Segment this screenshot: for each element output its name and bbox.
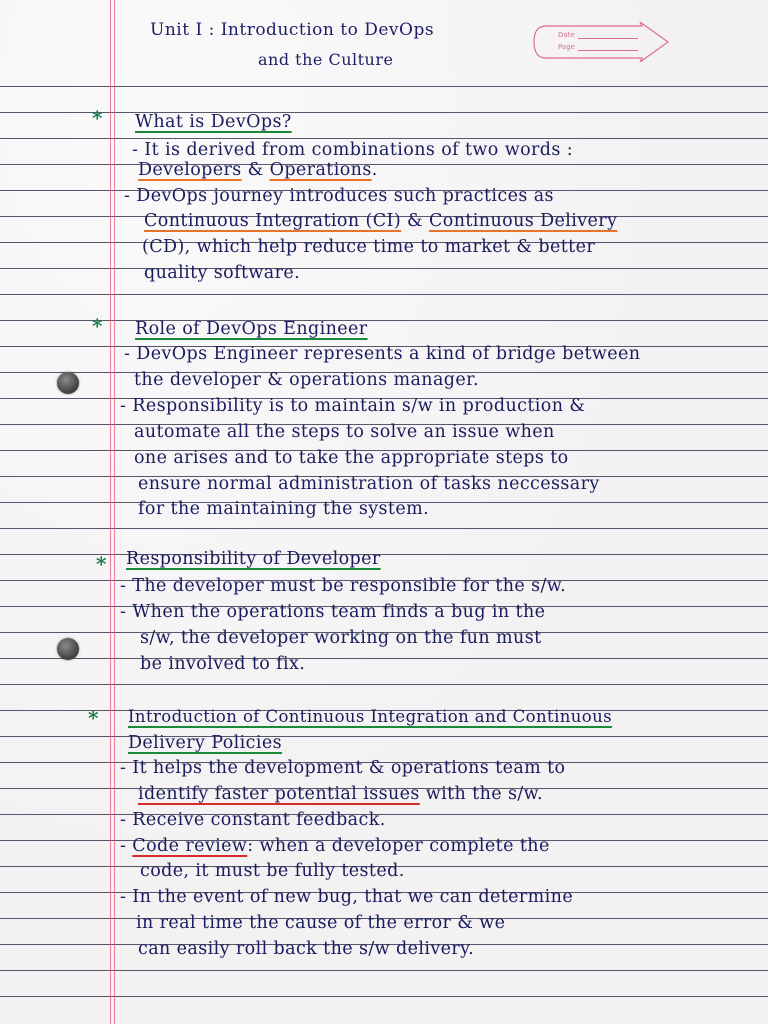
section-title-responsibility-of-developer: Responsibility of Developer bbox=[126, 549, 381, 569]
text-line: - The developer must be responsible for the s/w. bbox=[120, 576, 567, 596]
date-box-outline-icon bbox=[532, 22, 670, 62]
text-line: can easily roll back the s/w delivery. bbox=[138, 939, 475, 959]
date-label: Date bbox=[558, 31, 575, 39]
text-line: Continuous Integration (CI) & Continuous Delivery bbox=[144, 211, 618, 231]
binder-hole-bottom bbox=[57, 638, 79, 660]
page-title-line1: Unit I : Introduction to DevOps bbox=[150, 20, 435, 40]
page-title-line2: and the Culture bbox=[258, 50, 394, 69]
text-line: the developer & operations manager. bbox=[134, 370, 479, 390]
bullet-star-icon: * bbox=[88, 706, 99, 730]
text-line: for the maintaining the system. bbox=[138, 499, 430, 519]
text-line: ensure normal administration of tasks neccessary bbox=[138, 474, 600, 494]
text-line: - DevOps Engineer represents a kind of bridge between bbox=[124, 344, 641, 364]
text-line: one arises and to take the appropriate steps to bbox=[134, 448, 569, 468]
text-line: - Receive constant feedback. bbox=[120, 810, 386, 830]
margin-line-right bbox=[114, 0, 115, 1024]
text-line: - Code review: when a developer complete the bbox=[120, 836, 550, 856]
bullet-star-icon: * bbox=[92, 314, 103, 338]
text-line: - It helps the development & operations team to bbox=[120, 758, 566, 778]
text-line: automate all the steps to solve an issue when bbox=[134, 422, 555, 442]
text-line: - In the event of new bug, that we can determine bbox=[120, 887, 574, 907]
section-title-role-of-devops-engineer: Role of DevOps Engineer bbox=[135, 319, 368, 339]
section-title-ci-cd-policies-line1: Introduction of Continuous Integration and Continuous bbox=[128, 707, 613, 726]
bullet-star-icon: * bbox=[96, 552, 107, 576]
text-line: be involved to fix. bbox=[140, 654, 306, 674]
date-page-box bbox=[532, 22, 670, 62]
section-title-ci-cd-policies-line2: Delivery Policies bbox=[128, 733, 282, 753]
text-line: code, it must be fully tested. bbox=[140, 861, 405, 881]
text-line: Developers & Operations. bbox=[138, 160, 378, 180]
text-line: - Responsibility is to maintain s/w in production & bbox=[120, 396, 586, 416]
text-line: - DevOps journey introduces such practices as bbox=[124, 186, 554, 206]
text-line: - It is derived from combinations of two words : bbox=[132, 140, 574, 160]
margin-line-left bbox=[110, 0, 111, 1024]
bullet-star-icon: * bbox=[92, 106, 103, 130]
text-line: s/w, the developer working on the fun must bbox=[140, 628, 542, 648]
text-line: identify faster potential issues with the s/w. bbox=[138, 784, 543, 804]
text-line: (CD), which help reduce time to market & better bbox=[142, 237, 596, 257]
text-line: - When the operations team finds a bug in the bbox=[120, 602, 546, 622]
text-line: in real time the cause of the error & we bbox=[136, 913, 506, 933]
page-label: Page bbox=[558, 43, 575, 51]
text-line: quality software. bbox=[144, 263, 301, 283]
binder-hole-top bbox=[57, 372, 79, 394]
section-title-what-is-devops: What is DevOps? bbox=[135, 112, 292, 132]
